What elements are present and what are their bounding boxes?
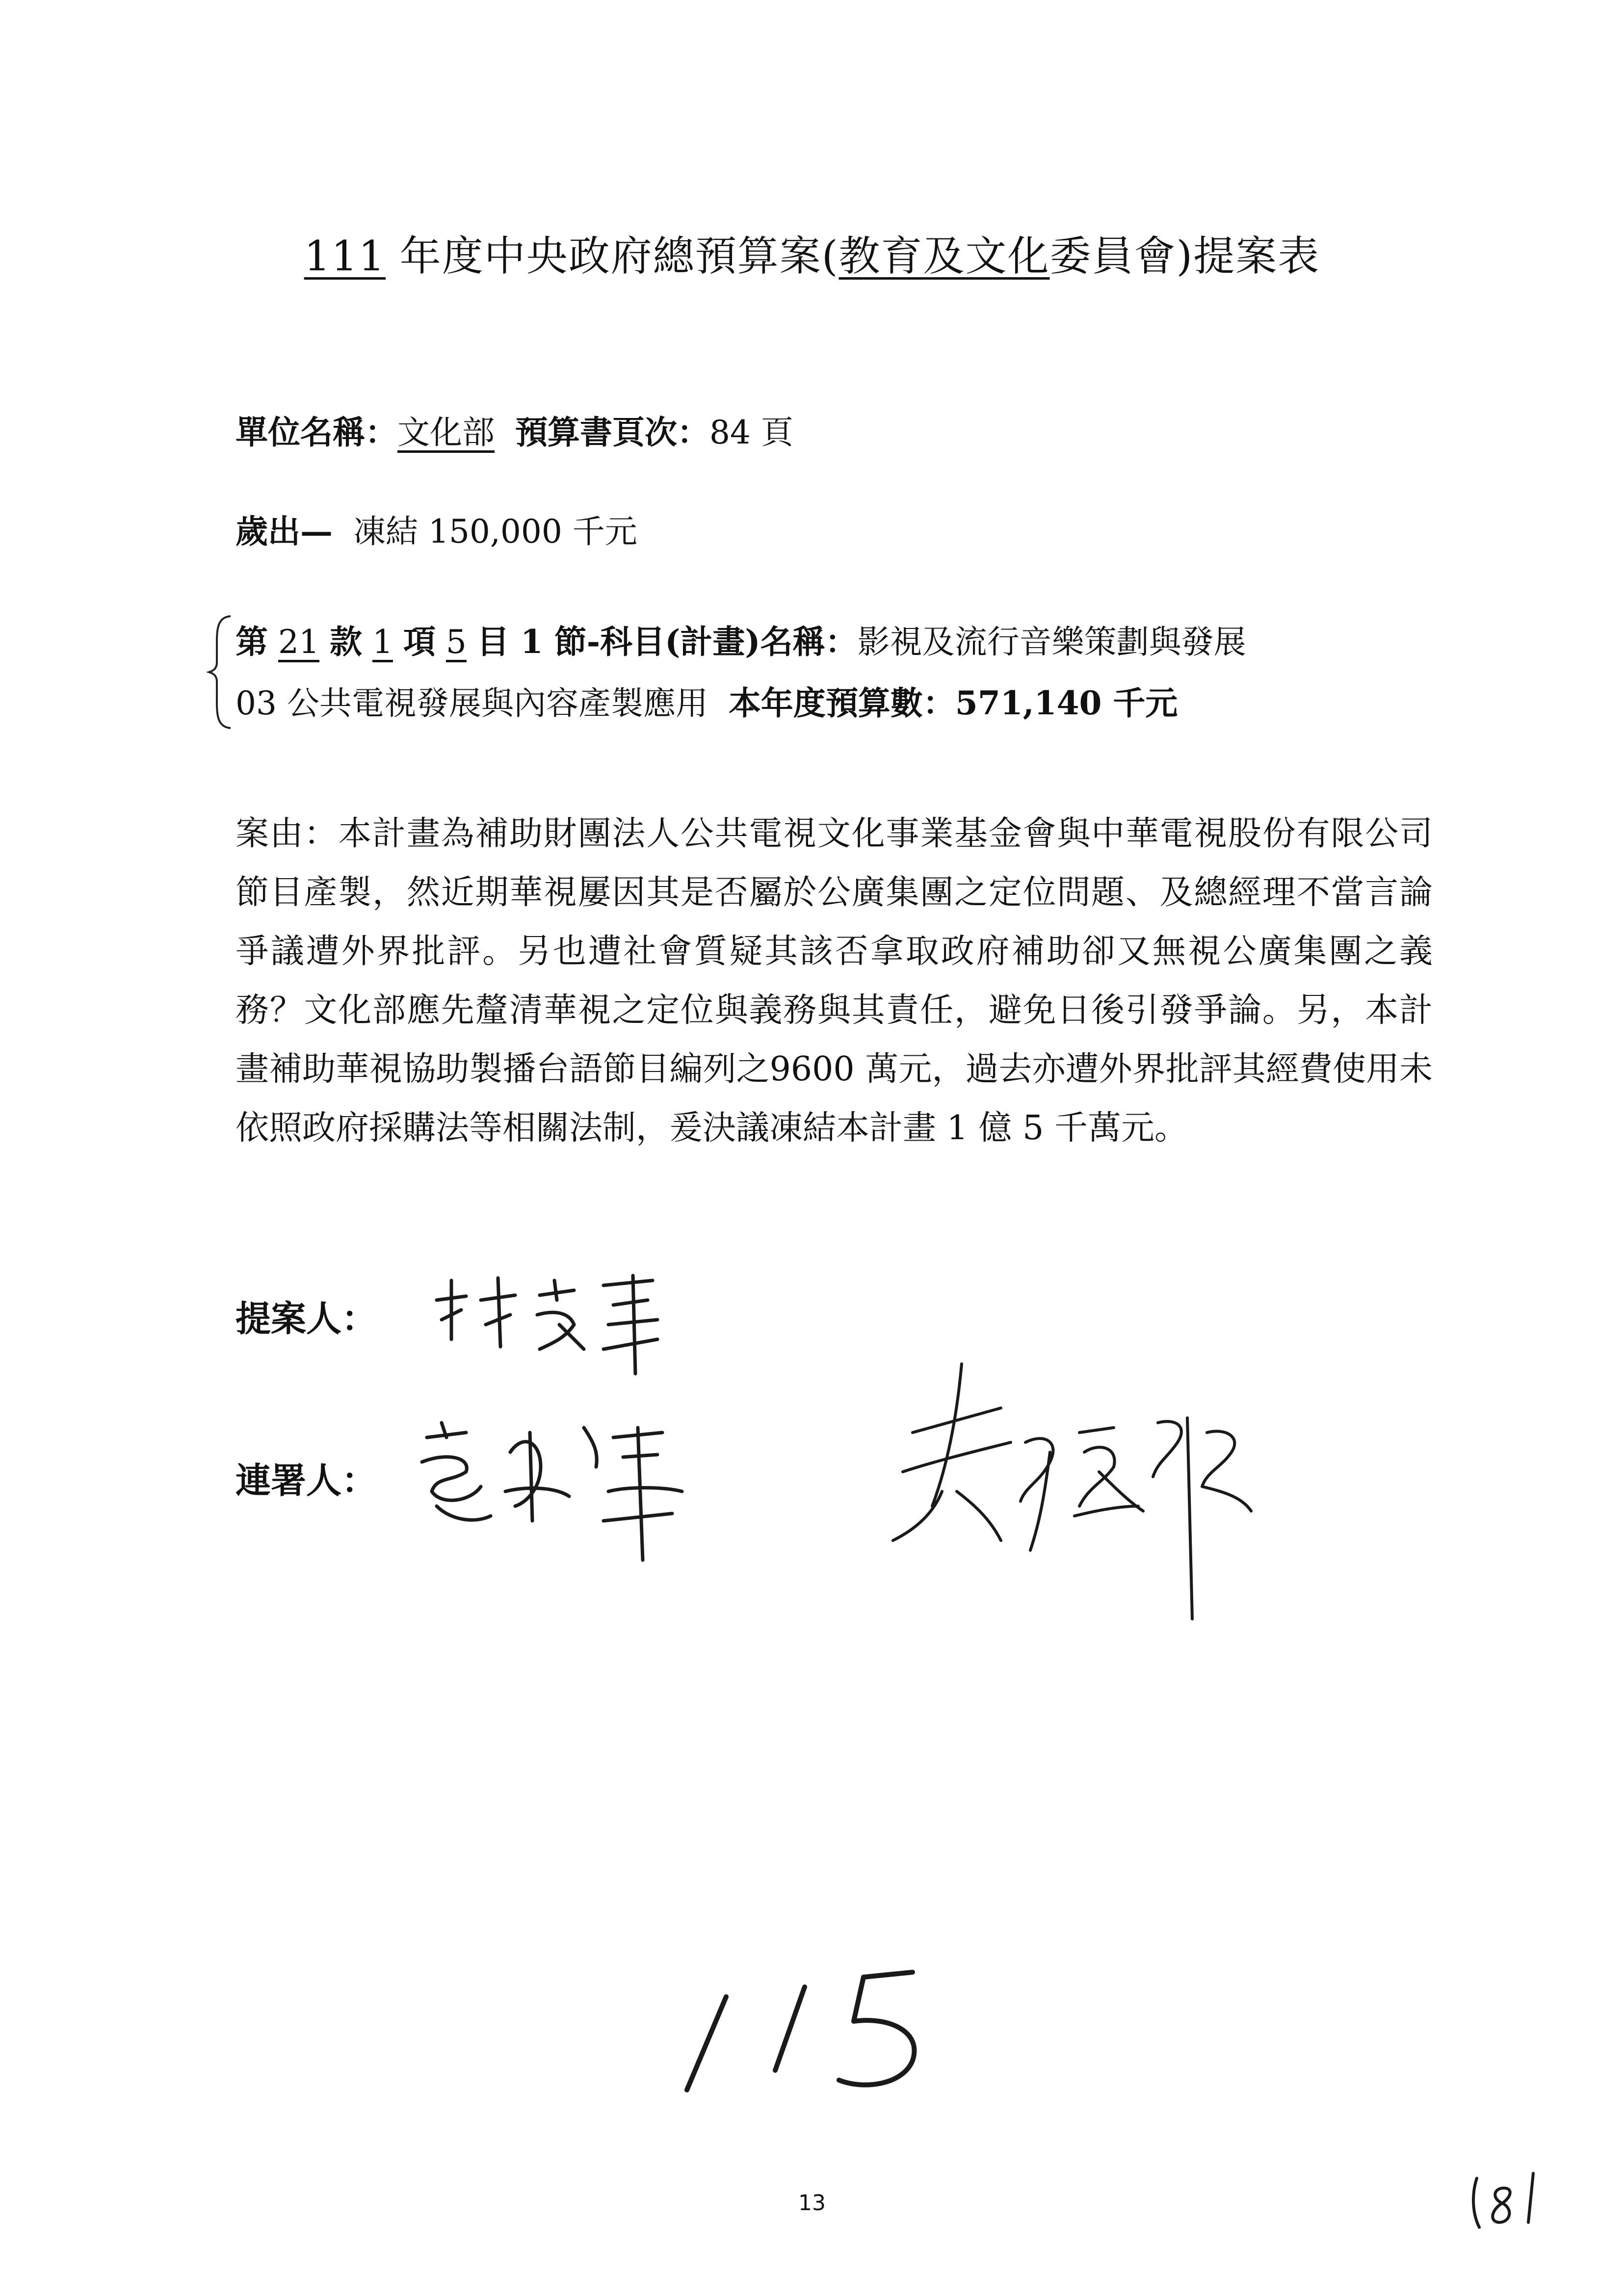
unit-line — [236, 406, 793, 453]
subject-name-line1: 影視及流行音樂策劃與發展 — [857, 623, 1246, 661]
expenditure-value: 凍結 150,000 千元 — [353, 513, 637, 550]
subject-line-1 — [236, 616, 1246, 662]
handwritten-number — [677, 1957, 952, 2100]
cosigner-label: 連署人： — [236, 1460, 377, 1501]
page-title — [0, 223, 1624, 283]
kuan-suffix: 款 — [329, 623, 362, 661]
reason-paragraph: 案由：本計畫為補助財團法人公共電視文化事業基金會與中華電視股份有限公司節目產製，然近期華視屢因其是否屬於公廣集團之定位問題、及總經理不當言論爭議遭外界批評。另也遭社會質疑其該否拿取政府補助卻又無視公廣集團之義務？文化部應先釐清華視之定位與義務與其責任，避免日後引發爭論。另，本計畫補助華視協助製播台語節目編列之9600 萬元，過去亦遭外界批評其經費使用未依照政府採購法等相關法制，爰決議凍結本計畫 1 億 5 千萬元。 — [236, 814, 1433, 1148]
cosigner-signature-2 — [883, 1344, 1256, 1629]
expenditure-label: 歲出— — [236, 512, 333, 550]
xiang-number: 1 — [372, 623, 393, 661]
title-part1: 年度中央政府總預算案( — [399, 232, 839, 280]
kuan-number: 21 — [278, 623, 319, 661]
title-committee: 教育及文化 — [838, 232, 1050, 280]
bracket-mark — [206, 613, 236, 731]
proposer-label: 提案人： — [236, 1298, 377, 1339]
expenditure-line — [236, 505, 637, 552]
xiang-suffix: 項 — [403, 623, 436, 661]
title-year: 111 — [304, 232, 386, 280]
subject-name-line2: 03 公共電視發展與內容產製應用 — [236, 684, 708, 722]
subject-line-2 — [236, 677, 1178, 724]
mu-suffix: 目 1 節-科目(計畫)名稱： — [476, 623, 858, 661]
handwritten-stamp-number — [1467, 2168, 1545, 2232]
page-ref-label: 預算書頁次： — [515, 413, 709, 451]
unit-value: 文化部 — [397, 414, 495, 451]
proposer-signature — [427, 1266, 692, 1383]
cosigner-signature-1 — [407, 1408, 702, 1570]
mu-number: 5 — [445, 623, 467, 661]
title-part2: 委員會)提案表 — [1049, 232, 1320, 280]
budget-amount: 本年度預算數：571,140 千元 — [728, 684, 1178, 722]
page-ref-value: 84 頁 — [709, 414, 793, 451]
page-number: 13 — [798, 2191, 826, 2216]
kuan-label: 第 — [236, 623, 268, 661]
unit-label: 單位名稱： — [236, 413, 397, 451]
